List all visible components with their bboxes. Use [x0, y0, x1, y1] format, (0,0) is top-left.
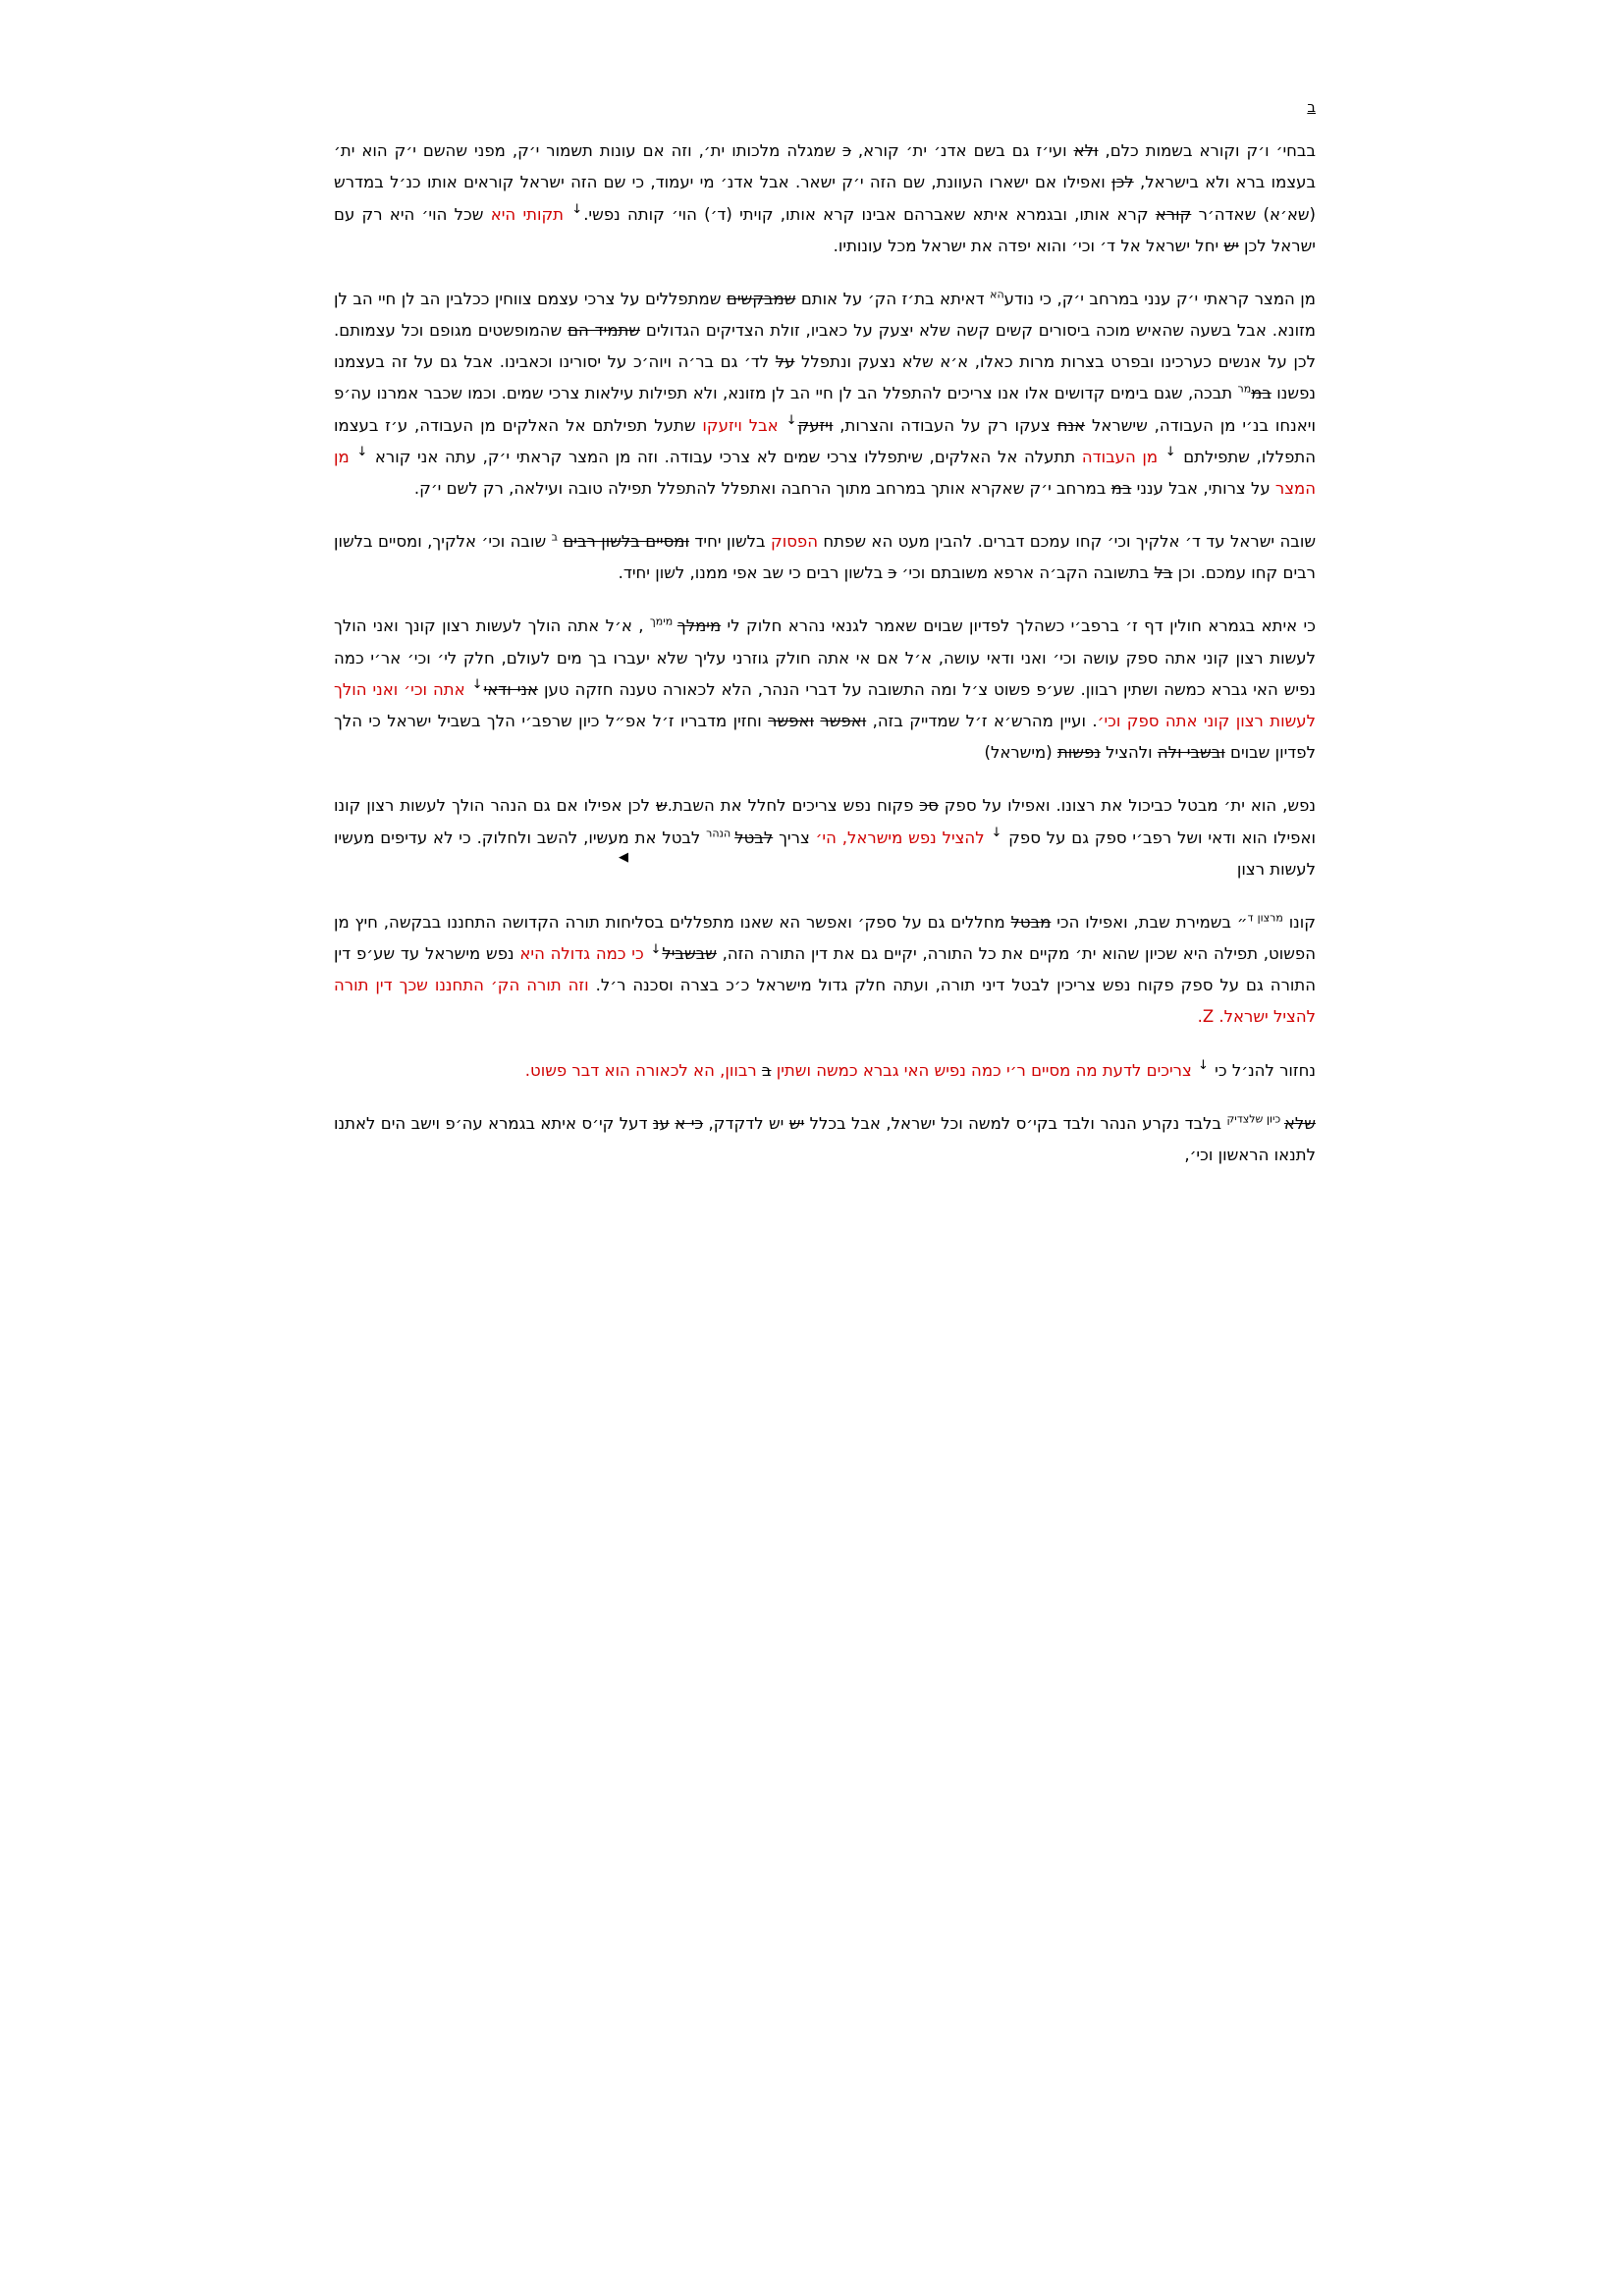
struck-text: כ [888, 563, 897, 583]
struck-text: ויזעק [797, 415, 834, 435]
paragraph-7 [334, 1055, 1316, 1087]
struck-text: על [775, 352, 795, 372]
text-run: , א׳ל אתה הולך לעשות רצון קונך ואני הולך לעשות רצון קוני אתה ספק עושה וכי׳ ואני ודאי עושה, א׳ל אם אי אתה חולק גוזרני עליך שלא יעברו בך מים לעולם, חלק לי׳ וכי׳ אר׳י כמה נפיש האי גברא כמשה ושתין רבוון. שע׳פ פשוט צ׳ל ומה התשובה על דברי הנהר, הלא לכאורה טענה חזקה טען [334, 616, 1316, 699]
struck-text: במ [1110, 478, 1132, 498]
text-run: בלשון רבים כי שב אפי ממנו, לשון יחיד. [618, 563, 889, 583]
text-run: כי איתא בגמרא חולין דף ז׳ ברפב׳י כשהלך לפדיון שבוים שאמר לגנאי נהרא חלוק לי [721, 616, 1316, 636]
insert-arrow-icon: ↓ [991, 826, 1002, 841]
text-run: צעקו רק על העבודה והצרות, [833, 415, 1057, 435]
struck-text: בל [1154, 563, 1173, 583]
inline-annotation-red: צריכים לדעת מה מסיים ר׳י כמה נפיש האי גברא כמשה ושתין [771, 1060, 1198, 1080]
struck-text: ולא [1073, 141, 1099, 161]
text-run: דאיתא בת׳ז הק׳ על אותם [795, 289, 991, 308]
struck-text: שתמיד הם [568, 321, 641, 341]
superscript-insert: מרצון ד [1247, 911, 1283, 925]
struck-text: ש [656, 796, 668, 816]
insert-arrow-icon: ↓ [356, 445, 368, 460]
text-run: לכן אפילו אם גם הנהר הולך לעשות רצון קונו ואפילו הוא ודאי ושל רפב׳י ספק גם על ספק [334, 796, 1316, 847]
struck-text: יש [1223, 236, 1239, 255]
inline-annotation-red: להציל נפש מישראל, הי׳ [815, 828, 991, 847]
text-run: על צרותי, אבל ענני [1131, 478, 1275, 498]
text-run: בלבד נקרע הנהר ולבד בקי׳ס למשה וכל ישראל, אבל בכלל [804, 1113, 1227, 1133]
text-run: שכל הוי׳ היא רק עם ישראל לכן [334, 204, 1316, 255]
text-run: יחל ישראל אל ד׳ וכי׳ והוא יפדה את ישראל מכל עונותיו. [833, 236, 1224, 255]
text-run: שובה ישראל עד ד׳ אלקיך וכי׳ קחו עמכם דברים. להבין מעט הא שפתח [818, 532, 1317, 552]
text-run: צריך [773, 828, 816, 847]
text-run: שתעל תפילתם אל האלקים מן העבודה, ע׳ז בעצמו התפללו, שתפילתם [334, 415, 1317, 466]
struck-text: קורא [1155, 204, 1192, 224]
inline-annotation-red: רבוון, הא לכאורה הוא דבר פשוט. [524, 1060, 762, 1080]
struck-text: שמבקשים [726, 289, 796, 308]
struck-text: יש [788, 1113, 805, 1133]
text-run: בתשובה הקב׳ה ארפא משובתם וכי׳ [896, 563, 1155, 583]
superscript-insert: מימך [649, 614, 677, 628]
struck-text: לבטל [734, 828, 774, 847]
inline-annotation-red: אבל ויזעקו [702, 415, 785, 435]
superscript-insert: כיון שלצדיק [1226, 1112, 1284, 1126]
inline-annotation-red: תקותי היא [490, 204, 571, 224]
superscript-insert: מר [1237, 382, 1252, 396]
text-run: בבחי׳ ו׳ק וקורא בשמות כלם, [1098, 141, 1317, 161]
text-run: שמתפללים על צרכי עצמם צווחין ככלבין הב לן חיי הב לן מזונא. אבל בשעה שהאיש מוכה ביסורים קשים קשה שלא יצעק על כאביו, זולת הצדיקים הגדולים [334, 289, 1316, 341]
margin-letter-z: Z. [1197, 1007, 1215, 1027]
struck-text: ב [761, 1060, 772, 1080]
struck-text: סכ [919, 796, 939, 816]
inline-annotation-red: וזה תורה הק׳ התחננו שכך דין תורה להציל ישראל. [334, 976, 1316, 1027]
struck-text: לכן [1111, 173, 1134, 192]
struck-text: מבטל [1010, 912, 1052, 932]
text-run: פקוח נפש צריכים לחלל את השבת. [667, 796, 920, 816]
insert-arrow-icon: ↓ [650, 941, 662, 957]
struck-text: ובשבי ולה [1157, 743, 1225, 763]
inline-annotation-red: אתה וכי׳ ואני הולך לעשות רצון קוני אתה ספק וכי׳ [334, 679, 1316, 730]
text-run: נחזור להנ׳ל כי [1209, 1060, 1316, 1080]
paragraph-8 [334, 1108, 1316, 1171]
inline-annotation-red: מן המצר [334, 447, 1316, 498]
insert-arrow-icon: ↓ [1198, 1058, 1209, 1074]
struck-text: שבשביל [662, 944, 717, 964]
document-body [334, 93, 1316, 1193]
text-run: וחזין מדבריו ז׳ל אפ״ל כיון שרפב׳י הלך בשביל ישראל כי הלך לפדיון שבוים [334, 712, 1316, 763]
superscript-insert: הא [990, 288, 1004, 301]
paragraph-2 [334, 284, 1316, 505]
text-run: נודע [1003, 289, 1035, 308]
text-run: ״ בשמירת שבת, ואפילו הכי [1051, 912, 1248, 932]
page-number: ב [1307, 98, 1316, 116]
text-run: לבטל את מעשיו, להשב ולחלוק. כי לא עדיפים מעשיו לעשות רצון [334, 828, 1316, 879]
inline-annotation-red: כי כמה גדולה היא [519, 944, 650, 964]
paragraph-4 [334, 611, 1316, 769]
struck-text: ואפשר [820, 712, 867, 730]
text-run: ולהציל [1100, 743, 1158, 763]
text-run: שמגלה מלכותו ית׳, וזה אם עונות תשמור י׳ק, מפני שהשם י׳ק הוא ית׳ בעצמו ברא ולא בישראל, [334, 141, 1317, 192]
text-run: ואפילו אם ישארו העוונת, שם הזה י׳ק ישאר. אבל אדנ׳ מי יעמוד, כי שם הזה ישראל קוראים אותו כנ׳ל במדרש (שא׳א) שאדה׳ר [334, 173, 1316, 224]
text-run: יש לדקדק, [703, 1113, 789, 1133]
struck-text: ואפשר [768, 712, 814, 730]
text-run: תבכה, שגם בימים קדושים אלו אנו צריכים להתפלל הב לן חיי הב לן מזונא, ולא תפילות עילאות צרכי שמים. וכמו שכבר אמרנו עה׳פ ויאנחו בנ׳י מן העבודה, שישראל [334, 384, 1316, 435]
text-run: נפש מישראל עד שע׳פ דין התורה גם על ספק פקוח נפש צריכין לבטל דיני תורה, ועתה חלק גדול מישראל כ׳כ בצרה וסכנה ר׳ל. [334, 944, 1316, 995]
insert-arrow-icon: ↓ [471, 677, 483, 693]
text-run: במרחב י׳ק שאקרא אותך במרחב מתוך הרחבה ואתפלל להתפלל תפילה טובה ועילאה, רק לשם י׳ק. [413, 478, 1111, 498]
insert-arrow-icon: ↓ [1164, 445, 1176, 460]
paragraph-3 [334, 526, 1316, 589]
struck-text: ענ [652, 1113, 670, 1133]
insert-arrow-icon: ↓ [785, 413, 797, 429]
text-run: . ועיין מהרש׳א ז׳ל שמדייק בזה, [866, 712, 1098, 730]
text-run: שובה וכי׳ אלקיך, ומסיים בלשון רבים קחו עמכם. וכן [334, 532, 1316, 583]
struck-text: ומסיים בלשון רבים [563, 532, 689, 552]
struck-text: כי א [675, 1113, 704, 1133]
paragraph-1 [334, 135, 1316, 262]
text-run: שהמופשטים מגופם וכל עצמותם. לכן על אנשים כערכינו ובפרט בצרות מרות כאלו, א׳א שלא נצעק ונתפלל [334, 321, 1316, 372]
text-run: (מישראל) [984, 743, 1057, 763]
struck-text: במ [1251, 384, 1271, 403]
insert-arrow-icon: ↓ [571, 202, 583, 218]
text-run: נפש, הוא ית׳ מבטל כביכול את רצונו. ואפילו על ספק [938, 796, 1316, 816]
superscript-insert: ב [551, 530, 558, 544]
struck-text: שלא [1283, 1113, 1316, 1133]
paragraph-5 [334, 790, 1316, 885]
text-run: מחללים גם על ספק׳ ואפשר הא שאנו מתפללים בסליחות תורה הקדושה התחננו בבקשה, חיץ מן הפשוט, תפילה היא שכיון שהוא ית׳ מקיים את כל התורה, יקיים גם את דין התורה הזה, [334, 912, 1316, 964]
text-run: ועי׳ז גם בשם אדנ׳ ית׳ קורא, [850, 141, 1074, 161]
text-run: בלשון יחיד [689, 532, 771, 552]
struck-text: נפשות [1056, 743, 1101, 763]
text-run: קונו [1282, 912, 1316, 932]
text-run: לד׳ גם בר׳ה ויוה׳כ על יסורינו וכאבינו. אבל גם על זה בעצמנו נפשנו [334, 352, 1316, 403]
struck-text: אני ודאי [483, 679, 539, 699]
struck-text: אנח [1056, 415, 1086, 435]
inline-annotation-red: הפסוק [771, 532, 818, 552]
struck-text: כ [842, 141, 851, 161]
paragraph-6 [334, 907, 1316, 1034]
struck-text: מימלך [676, 616, 722, 636]
superscript-insert: הנהר [706, 827, 735, 840]
text-run: מן המצר קראתי י׳ק ענני במרחב י׳ק, כי [1034, 289, 1317, 308]
text-run: תתעלה אל האלקים, שיתפללו צרכי שמים לא צרכי עבודה. וזה מן המצר קראתי י׳ק, עתה אני קורא [368, 447, 1082, 466]
text-run: קרא אותו, ובגמרא איתא שאברהם אבינו קרא אותו, קויתי (ד׳) הוי׳ קותה נפשי. [583, 204, 1156, 224]
text-run: דעל קי׳ס איתא בגמרא עה׳פ וישב הים לאתנו לתנאו הראשון וכי׳, [334, 1113, 1316, 1164]
triangle-bullet-icon: ◀ [619, 850, 628, 865]
inline-annotation-red: מן העבודה [1081, 447, 1164, 466]
